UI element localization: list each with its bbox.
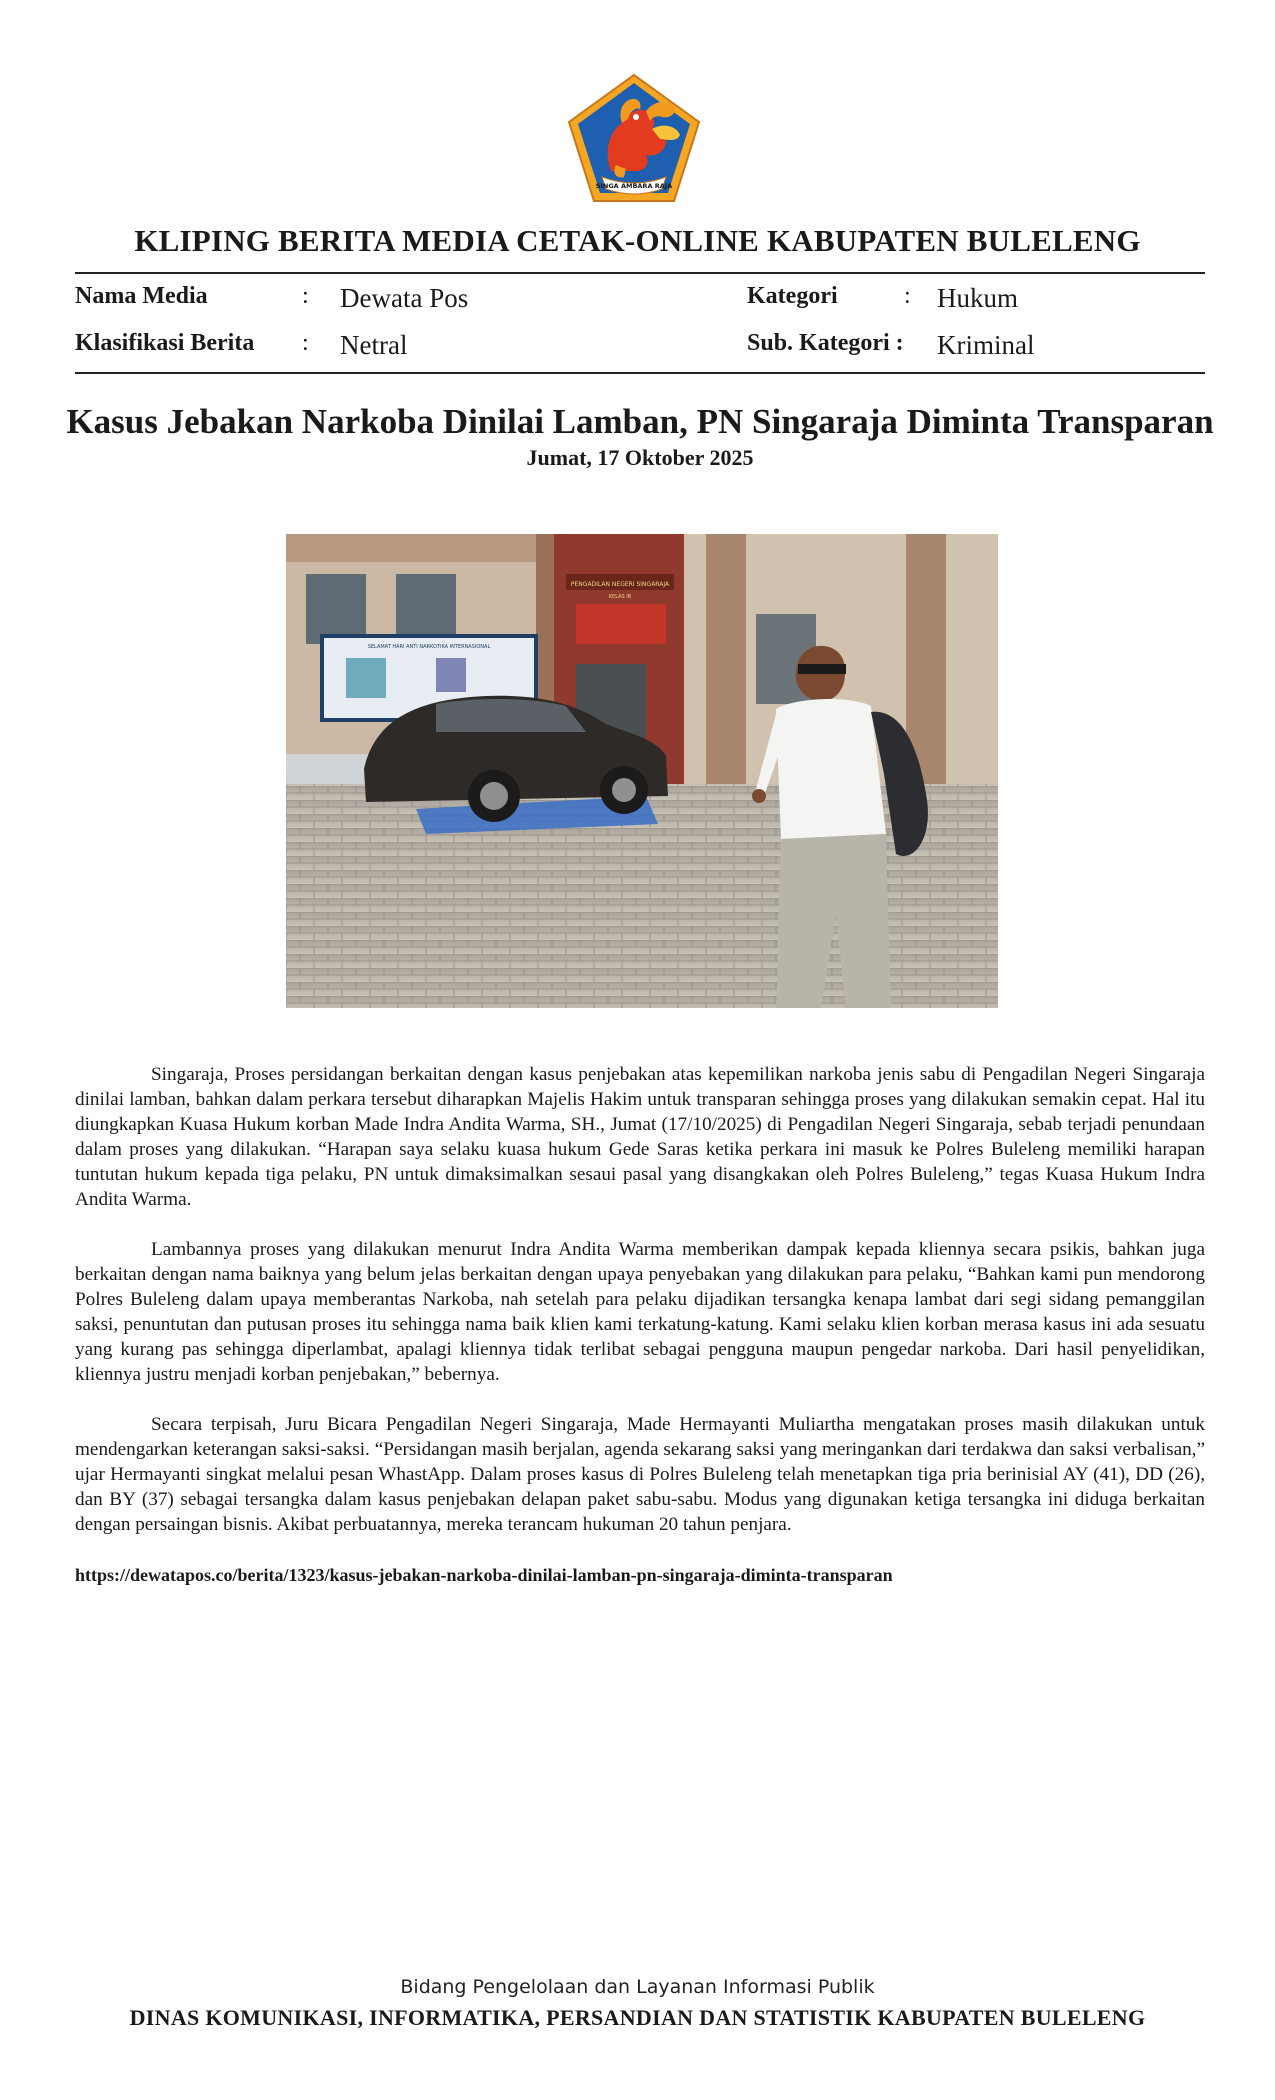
subkategori-label: Sub. Kategori : <box>747 330 904 356</box>
footer-institution: DINAS KOMUNIKASI, INFORMATIKA, PERSANDIAN DAN STATISTIK KABUPATEN BULELENG <box>129 2005 1146 2030</box>
article-body <box>75 1062 1205 1562</box>
kategori-label: Kategori <box>747 283 838 309</box>
photo-building-sign-sub: KELAS IB <box>608 594 632 600</box>
klasifikasi-value: Netral <box>340 330 408 360</box>
article-date: Jumat, 17 Oktober 2025 <box>526 445 754 470</box>
klasifikasi-label: Klasifikasi Berita <box>75 330 255 356</box>
header-divider-bottom <box>75 372 1205 374</box>
photo-banner-text: SELAMAT HARI ANTI NARKOTIKA INTERNASIONAL <box>367 644 491 650</box>
article-headline: Kasus Jebakan Narkoba Dinilai Lamban, PN Singaraja Diminta Transparan <box>66 402 1214 441</box>
media-colon: : <box>302 283 309 309</box>
kategori-colon: : <box>904 283 911 309</box>
emblem-ribbon-text: SINGA AMBARA RAJA <box>595 182 673 190</box>
article-paragraph-1: Singaraja, Proses persidangan berkaitan dengan kasus penjebakan atas kepemilikan narkoba jenis sabu di Pengadilan Negeri Singaraja dinilai lamban, bahkan dalam perkara tersebut diharapkan Majelis Hakim untuk transparan sehingga proses yang dilakukan semakin cepat. Hal itu diungkapkan Kuasa Hukum korban Made Indra Andita Warma, SH., Jumat (17/10/2025) di Pengadilan Negeri Singaraja, sebab terjadi penundaan dalam proses yang dilakukan. “Harapan saya selaku kuasa hukum Gede Saras ketika perkara ini masuk ke Polres Buleleng memiliki harapan tuntutan hukum kepada tiga pelaku, PN untuk dimaksimalkan sesaui pasal yang disangkakan oleh Polres Buleleng,” tegas Kuasa Hukum Indra Andita Warma. <box>75 1064 1205 1210</box>
article-photo <box>286 534 998 1008</box>
media-value: Dewata Pos <box>340 283 469 313</box>
article-paragraph-2: Lambannya proses yang dilakukan menurut Indra Andita Warma memberikan dampak kepada kliennya secara psikis, bahkan juga berkaitan dengan nama baiknya yang belum jelas berkaitan dengan upaya penyebakan yang dilakukan para pelaku, “Bahkan kami pun mendorong Polres Buleleng dalam upaya memberantas Narkoba, nah setelah para pelaku dijadikan tersangka kenapa lambat dari segi sidang pemanggilan saksi, penuntutan dan putusan proses itu sehingga nama baik klien kami terkatung-katung. Kami selaku klien korban merasa kasus ini ada sesuatu yang kurang pas sehingga diperlambat, apalagi kliennya tidak terlibat sebagai pengguna maupun pengedar narkoba. Dari hasil penyelidikan, kliennya justru menjadi korban penjebakan,” bebernya. <box>75 1239 1205 1385</box>
subkategori-value: Kriminal <box>937 330 1035 360</box>
klasifikasi-colon: : <box>302 330 309 356</box>
kategori-value: Hukum <box>937 283 1018 313</box>
article-paragraph-3: Secara terpisah, Juru Bicara Pengadilan Negeri Singaraja, Made Hermayanti Muliartha mengatakan proses masih dilakukan untuk mendengarkan keterangan saksi-saksi. “Persidangan masih berjalan, agenda sekarang saksi yang meringankan dari terdakwa dan saksi verbalisan,” ujar Hermayanti singkat melalui pesan WhastApp. Dalam proses kasus di Polres Buleleng telah menetapkan tiga pria berinisial AY (41), DD (26), dan BY (37) sebagai tersangka dalam kasus penjebakan delapan paket sabu-sabu. Modus yang digunakan ketiga tersangka ini diduga berkaitan dengan persaingan bisnis. Akibat perbuatannya, mereka terancam hukuman 20 tahun penjara. <box>75 1414 1205 1535</box>
header-divider-top <box>75 272 1205 274</box>
source-url-link[interactable]: https://dewatapos.co/berita/1323/kasus-jebakan-narkoba-dinilai-lamban-pn-singaraja-diminta-transparan <box>75 1565 893 1585</box>
kliping-title: KLIPING BERITA MEDIA CETAK-ONLINE KABUPATEN BULELENG <box>134 223 1141 258</box>
kabupaten-buleleng-emblem <box>566 73 702 205</box>
photo-building-sign: PENGADILAN NEGERI SINGARAJA <box>570 581 670 588</box>
media-label: Nama Media <box>75 283 208 309</box>
footer-subtitle: Bidang Pengelolaan dan Layanan Informasi Publik <box>400 1976 875 1998</box>
